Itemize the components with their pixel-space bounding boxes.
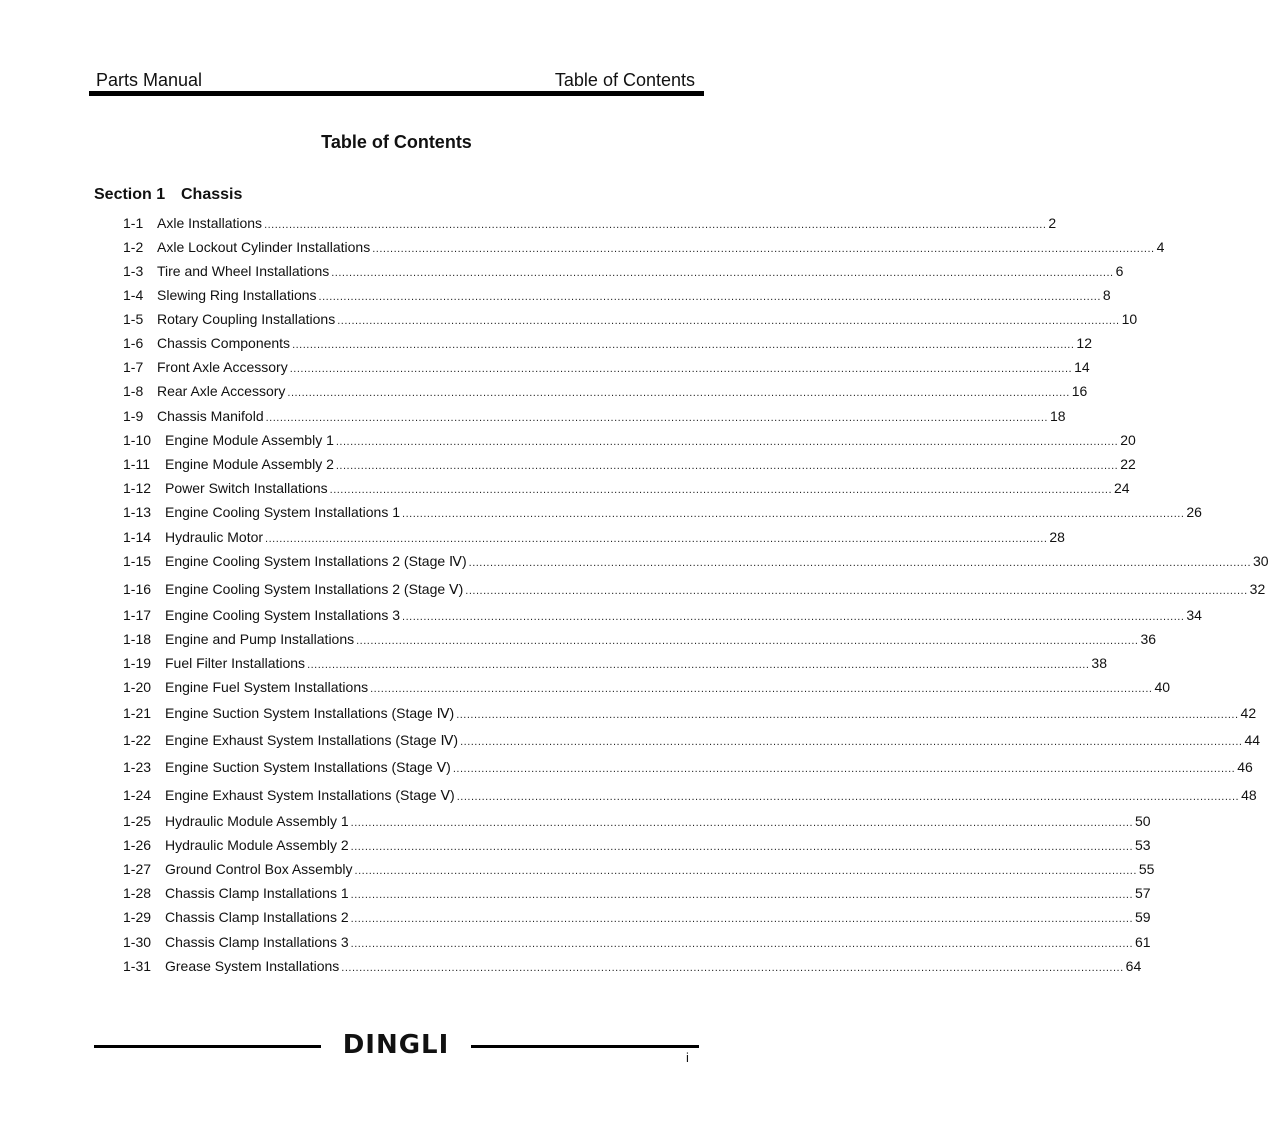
toc-entry[interactable] <box>123 653 1107 673</box>
toc-entry-number: 1-12 <box>123 480 152 496</box>
dot-leader: ............................................................................................................................................................................................................................ <box>350 938 1133 950</box>
toc-entry-page: 42 <box>1240 705 1257 721</box>
toc-entry-number: 1-22 <box>123 732 152 748</box>
dot-leader: ............................................................................................................................................................................................................................ <box>329 484 1112 496</box>
toc-entry-title: Engine Exhaust System Installations (Stage Ⅳ) <box>165 732 459 748</box>
toc-entry-number: 1-4 <box>123 287 144 303</box>
toc-entry-page: 28 <box>1049 529 1065 545</box>
dot-leader: ............................................................................................................................................................................................................................ <box>370 683 1153 695</box>
toc-entry-number: 1-16 <box>123 581 152 597</box>
toc-entry-title: Slewing Ring Installations <box>157 287 317 303</box>
toc-entry-page: 48 <box>1241 787 1257 803</box>
toc-entry-page: 22 <box>1120 456 1136 472</box>
toc-entry-number: 1-6 <box>123 335 144 351</box>
dot-leader: ............................................................................................................................................................................................................................ <box>337 315 1120 327</box>
toc-entry-title: Chassis Clamp Installations 2 <box>165 909 349 925</box>
toc-entry-title: Chassis Manifold <box>157 408 264 424</box>
dot-leader: ............................................................................................................................................................................................................................ <box>354 865 1137 877</box>
dot-leader: ............................................................................................................................................................................................................................ <box>372 243 1155 255</box>
toc-entry[interactable] <box>123 629 1157 649</box>
toc-entry-number: 1-1 <box>123 215 144 231</box>
dot-leader: ............................................................................................................................................................................................................................ <box>350 841 1133 853</box>
toc-entry-page: 26 <box>1186 504 1202 520</box>
dot-leader: ............................................................................................................................................................................................................................ <box>350 889 1133 901</box>
toc-entry[interactable] <box>123 811 1151 831</box>
dot-leader: ............................................................................................................................................................................................................................ <box>402 611 1185 623</box>
toc-entry[interactable] <box>123 478 1130 498</box>
toc-entry[interactable] <box>123 430 1136 450</box>
toc-entry-title: Rear Axle Accessory <box>157 383 286 399</box>
toc-entry[interactable] <box>123 956 1142 976</box>
toc-entry-page: 14 <box>1074 359 1090 375</box>
toc-entry-page: 6 <box>1115 263 1124 279</box>
toc-entry-page: 61 <box>1135 934 1151 950</box>
dot-leader: ............................................................................................................................................................................................................................ <box>468 557 1251 569</box>
toc-entry-title: Chassis Clamp Installations 1 <box>165 885 349 901</box>
toc-entry-title: Rotary Coupling Installations <box>157 311 336 327</box>
toc-entry-title: Engine Cooling System Installations 2 (Stage Ⅴ) <box>165 581 464 597</box>
toc-entry-page: 53 <box>1135 837 1151 853</box>
dot-leader: ............................................................................................................................................................................................................................ <box>331 267 1114 279</box>
toc-entry-page: 44 <box>1244 732 1261 748</box>
toc-entry-number: 1-10 <box>123 432 152 448</box>
toc-entry[interactable] <box>123 309 1138 329</box>
toc-entry-title: Hydraulic Motor <box>165 529 264 545</box>
toc-entry-number: 1-2 <box>123 239 144 255</box>
toc-entry-number: 1-31 <box>123 958 152 974</box>
toc-entry-title: Ground Control Box Assembly <box>165 861 353 877</box>
toc-entry[interactable] <box>123 502 1202 522</box>
toc-entry[interactable] <box>123 406 1066 426</box>
toc-entry-number: 1-13 <box>123 504 152 520</box>
toc-entry-title: Axle Lockout Cylinder Installations <box>157 239 371 255</box>
toc-entry-page: 8 <box>1102 287 1111 303</box>
toc-entry-title: Tire and Wheel Installations <box>157 263 330 279</box>
toc-entry[interactable] <box>123 551 1269 571</box>
dot-leader: ............................................................................................................................................................................................................................ <box>350 913 1133 925</box>
toc-entry-number: 1-3 <box>123 263 144 279</box>
toc-entry[interactable] <box>123 677 1171 697</box>
toc-entry[interactable] <box>123 785 1257 805</box>
dot-leader: ............................................................................................................................................................................................................................ <box>264 219 1047 231</box>
dot-leader: ............................................................................................................................................................................................................................ <box>265 412 1048 424</box>
toc-entry-page: 30 <box>1253 553 1269 569</box>
toc-entry-number: 1-23 <box>123 759 152 775</box>
footer-rule-right <box>471 1045 699 1048</box>
toc-entry[interactable] <box>123 907 1151 927</box>
toc-entry-page: 16 <box>1071 383 1088 399</box>
toc-entry-number: 1-26 <box>123 837 152 853</box>
toc-entry-title: Engine Suction System Installations (Stage Ⅳ) <box>165 705 455 721</box>
toc-entry-number: 1-20 <box>123 679 152 695</box>
toc-entry-page: 10 <box>1121 311 1138 327</box>
toc-entry-number: 1-14 <box>123 529 152 545</box>
toc-entry[interactable] <box>123 237 1165 257</box>
toc-entry-number: 1-7 <box>123 359 144 375</box>
brand-logo: DINGLI <box>342 1030 450 1060</box>
toc-entry[interactable] <box>123 883 1151 903</box>
dot-leader: ............................................................................................................................................................................................................................ <box>287 387 1070 399</box>
toc-entry-page: 50 <box>1135 813 1151 829</box>
toc-entry[interactable] <box>123 757 1253 777</box>
toc-entry-number: 1-28 <box>123 885 152 901</box>
toc-entry[interactable] <box>123 579 1266 599</box>
dot-leader: ............................................................................................................................................................................................................................ <box>335 436 1119 448</box>
header-section-title: Table of Contents <box>554 70 695 90</box>
toc-entry-number: 1-27 <box>123 861 152 877</box>
toc-entry-title: Engine Cooling System Installations 2 (Stage Ⅳ) <box>165 553 467 569</box>
toc-entry-title: Engine Module Assembly 1 <box>165 432 334 448</box>
toc-entry-page: 34 <box>1186 607 1202 623</box>
toc-entry-title: Front Axle Accessory <box>157 359 288 375</box>
page-title: Table of Contents <box>321 132 472 152</box>
toc-entry-number: 1-30 <box>123 934 152 950</box>
dot-leader: ............................................................................................................................................................................................................................ <box>289 363 1073 375</box>
dot-leader: ............................................................................................................................................................................................................................ <box>335 460 1119 472</box>
toc-entry-number: 1-29 <box>123 909 152 925</box>
section-number: Section 1 <box>94 186 166 203</box>
toc-entry[interactable] <box>123 213 1057 233</box>
dot-leader: ............................................................................................................................................................................................................................ <box>292 339 1075 351</box>
toc-entry-number: 1-21 <box>123 705 152 721</box>
toc-entry-number: 1-5 <box>123 311 144 327</box>
toc-entry-number: 1-18 <box>123 631 152 647</box>
dot-leader: ............................................................................................................................................................................................................................ <box>341 962 1124 974</box>
toc-entry-page: 32 <box>1249 581 1266 597</box>
toc-entry-title: Power Switch Installations <box>165 480 328 496</box>
toc-entry-title: Fuel Filter Installations <box>165 655 306 671</box>
dot-leader: ............................................................................................................................................................................................................................ <box>307 659 1090 671</box>
toc-entry-page: 38 <box>1091 655 1107 671</box>
toc-entry[interactable] <box>123 527 1065 547</box>
toc-entry-title: Engine Cooling System Installations 1 <box>165 504 401 520</box>
dot-leader: ............................................................................................................................................................................................................................ <box>402 508 1185 520</box>
toc-entry[interactable] <box>123 703 1257 723</box>
dot-leader: ............................................................................................................................................................................................................................ <box>460 736 1243 748</box>
toc-entry-page: 36 <box>1140 631 1157 647</box>
toc-entry[interactable] <box>123 859 1155 879</box>
dot-leader: ............................................................................................................................................................................................................................ <box>465 585 1248 597</box>
dot-leader: ............................................................................................................................................................................................................................ <box>356 635 1139 647</box>
page-number: i <box>686 1050 689 1065</box>
toc-entry[interactable] <box>123 381 1088 401</box>
toc-entry-title: Engine and Pump Installations <box>165 631 355 647</box>
toc-entry-title: Axle Installations <box>157 215 263 231</box>
toc-entry[interactable] <box>123 835 1151 855</box>
toc-entry-page: 24 <box>1114 480 1130 496</box>
dot-leader: ............................................................................................................................................................................................................................ <box>350 817 1133 829</box>
toc-entry[interactable] <box>123 285 1111 305</box>
toc-entry-page: 2 <box>1048 215 1057 231</box>
toc-entry-title: Engine Module Assembly 2 <box>165 456 334 472</box>
toc-entry-page: 46 <box>1237 759 1253 775</box>
toc-entry[interactable] <box>123 454 1136 474</box>
toc-entry-title: Engine Exhaust System Installations (Stage Ⅴ) <box>165 787 455 803</box>
toc-entry-title: Grease System Installations <box>165 958 340 974</box>
toc-entry-number: 1-17 <box>123 607 152 623</box>
toc-entry-page: 20 <box>1120 432 1136 448</box>
toc-entry-page: 18 <box>1049 408 1066 424</box>
toc-entry-page: 12 <box>1076 335 1092 351</box>
toc-entry[interactable] <box>123 605 1202 625</box>
toc-entry-number: 1-9 <box>123 408 144 424</box>
toc-entry[interactable] <box>123 261 1124 281</box>
toc-entry-title: Hydraulic Module Assembly 2 <box>165 837 349 853</box>
toc-entry-page: 64 <box>1125 958 1142 974</box>
header-manual-title: Parts Manual <box>96 70 203 90</box>
toc-entry-title: Chassis Components <box>157 335 291 351</box>
section-name: Chassis <box>181 186 243 203</box>
toc-entry-number: 1-19 <box>123 655 152 671</box>
dot-leader: ............................................................................................................................................................................................................................ <box>265 533 1048 545</box>
dot-leader: ............................................................................................................................................................................................................................ <box>456 791 1240 803</box>
dot-leader: ............................................................................................................................................................................................................................ <box>318 291 1101 303</box>
toc-entry-title: Engine Suction System Installations (Stage Ⅴ) <box>165 759 451 775</box>
toc-entry-page: 57 <box>1135 885 1151 901</box>
toc-entry-page: 4 <box>1156 239 1165 255</box>
toc-entry[interactable] <box>123 730 1261 750</box>
toc-entry-number: 1-15 <box>123 553 152 569</box>
toc-entry-title: Engine Fuel System Installations <box>165 679 369 695</box>
dot-leader: ............................................................................................................................................................................................................................ <box>452 763 1236 775</box>
toc-entry[interactable] <box>123 333 1092 353</box>
toc-entry-page: 55 <box>1138 861 1155 877</box>
toc-entry-number: 1-11 <box>123 456 150 472</box>
toc-entry-title: Engine Cooling System Installations 3 <box>165 607 401 623</box>
toc-entry[interactable] <box>123 357 1090 377</box>
toc-entry-title: Chassis Clamp Installations 3 <box>165 934 349 950</box>
toc-entry-page: 40 <box>1154 679 1171 695</box>
toc-entry-page: 59 <box>1135 909 1151 925</box>
toc-entry-title: Hydraulic Module Assembly 1 <box>165 813 349 829</box>
footer-rule-left <box>94 1045 321 1048</box>
dot-leader: ............................................................................................................................................................................................................................ <box>456 709 1239 721</box>
toc-entry-number: 1-25 <box>123 813 152 829</box>
toc-entry[interactable] <box>123 932 1151 952</box>
toc-entry-number: 1-8 <box>123 383 144 399</box>
toc-entry-number: 1-24 <box>123 787 152 803</box>
